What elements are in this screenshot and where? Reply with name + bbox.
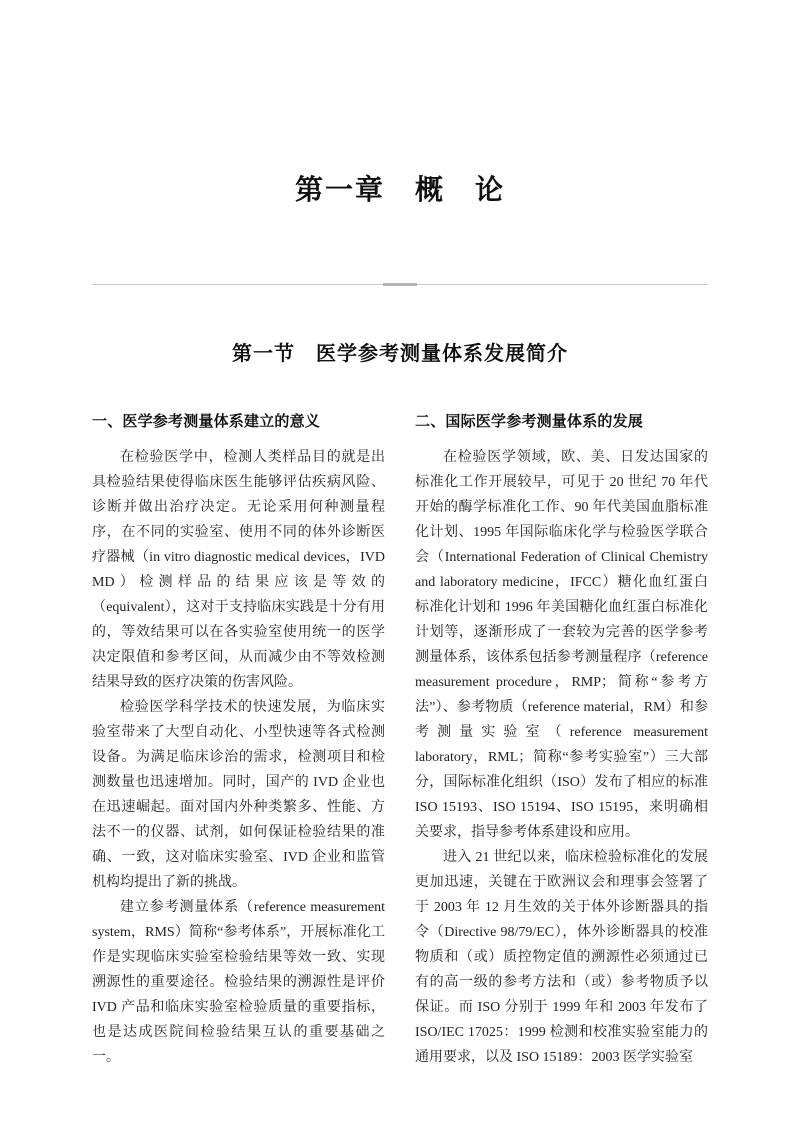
right-column-heading: 二、国际医学参考测量体系的发展 xyxy=(415,413,644,430)
paragraph: 在检验医学中，检测人类样品目的就是出具检验结果使得临床医生能够评估疾病风险、诊断并做出治疗决定。无论采用何种测量程序，在不同的实验室、使用不同的体外诊断医疗器械（in vitro diagnostic medical devices，IVD MD）检测样品的结果应该是等效的（equivalent），这对于支持临床实践是十分有用的，等效结果可以在各实验室使用统一的医学决定限值和参考区间，从而减少由不等效检测结果导致的医疗决策的伤害风险。 xyxy=(92,450,385,690)
left-column-heading: 一、医学参考测量体系建立的意义 xyxy=(92,413,321,430)
paragraph: 检验医学科学技术的快速发展，为临床实验室带来了大型自动化、小型快速等各式检测设备。为满足临床诊治的需求，检测项目和检测数量也迅速增加。同时，国产的 IVD 企业也在迅速崛起。面对国内外种类繁多、性能、方法不一的仪器、试剂，如何保证检验结果的准确、一致，这对临床实验室、IVD 企业和监管机构均提出了新的挑战。 xyxy=(92,700,385,890)
divider-dash xyxy=(383,283,417,286)
section-title: 第一节 医学参考测量体系发展简介 xyxy=(232,343,568,365)
left-column xyxy=(92,410,385,1070)
paragraph: 在检验医学领域，欧、美、日发达国家的标准化工作开展较早，可见于 20 世纪 70 年代开始的酶学标准化工作、90 年代美国血脂标准化计划、1995 年国际临床化学与检验医学联合会（International Federation of Clinical Chemistry and laboratory medicine，IFCC）糖化血红蛋白标准化计划和 1996 年美国糖化血红蛋白标准化计划等，逐渐形成了一套较为完善的医学参考测量体系，该体系包括参考测量程序（reference measurement procedure，RMP；简称“参考方法”）、参考物质（reference material，RM）和参考测量实验室（reference measurement laboratory，RML；简称“参考实验室”）三大部分，国际标准化组织（ISO）发布了相应的标准 ISO 15193、ISO 15194、ISO 15195，来明确相关要求，指导参考体系建设和应用。 xyxy=(415,450,708,840)
chapter-title: 第一章 概 论 xyxy=(294,175,505,206)
paragraph: 进入 21 世纪以来，临床检验标准化的发展更加迅速，关键在于欧洲议会和理事会签署了于 2003 年 12 月生效的关于体外诊断器具的指令（Directive 98/79/EC），体外诊断器具的校准物质和（或）质控物定值的溯源性必须通过已有的高一级的参考方法和（或）参考物质予以保证。而 ISO 分别于 1999 年和 2003 年发布了 ISO/IEC 17025：1999 检测和校准实验室能力的通用要求，以及 ISO 15189：2003 医学实验室 xyxy=(415,850,708,1065)
two-column-text xyxy=(92,410,708,1070)
paragraph: 建立参考测量体系（reference measurement system，RMS）简称“参考体系”，开展标准化工作是实现临床实验室检验结果等效一致、实现溯源性的重要途径。检验结果的溯源性是评价 IVD 产品和临床实验室检验质量的重要指标，也是达成医院间检验结果互认的重要基础之一。 xyxy=(92,900,385,1065)
section-divider xyxy=(92,284,708,285)
right-column xyxy=(415,410,708,1070)
